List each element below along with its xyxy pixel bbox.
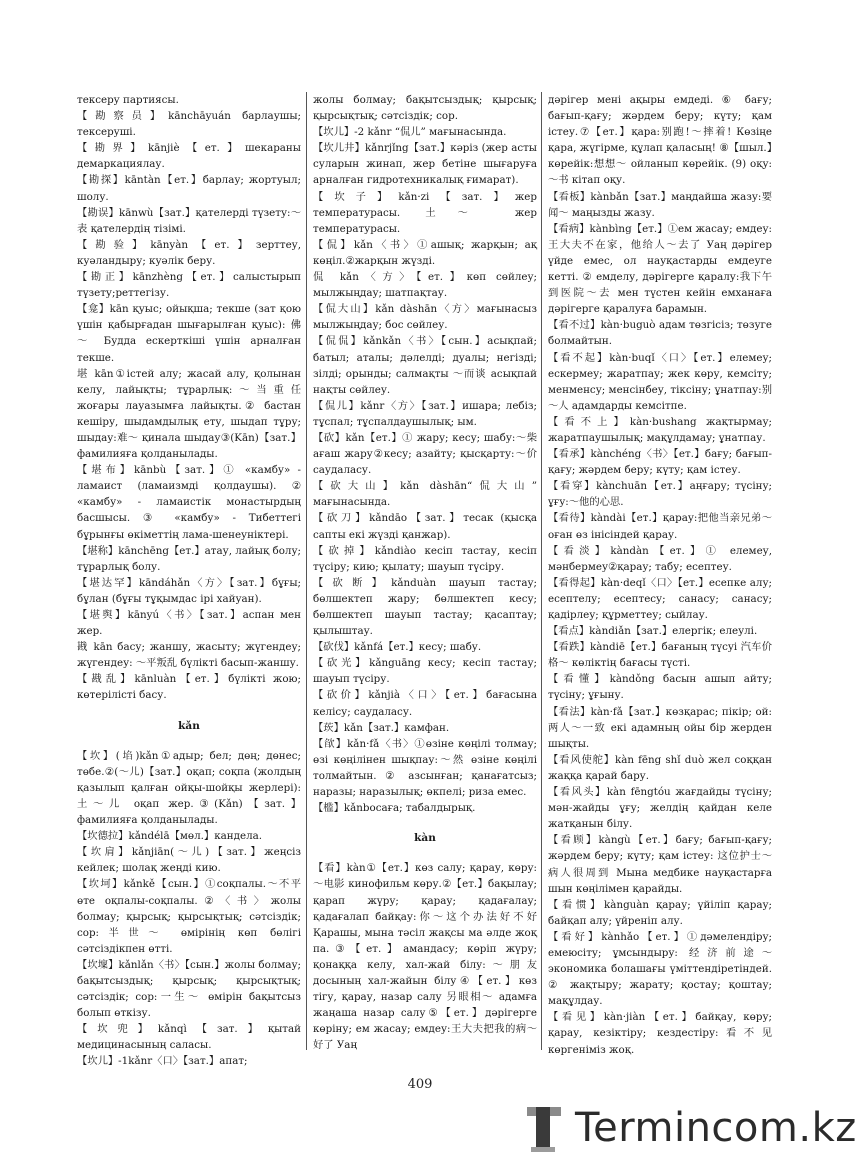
dictionary-entry: 【侃儿】kǎnr〈方〉【зат.】ишара; лебіз; тұспал; тұспалдаушылық; ым. xyxy=(313,399,537,428)
dictionary-entry: 【看见】kàn·jiàn【ет.】байқау, көру; қарау, кезіктіру; кездестіру:看不见 көргеніміз жоқ. xyxy=(548,1011,772,1056)
section-heading: kàn xyxy=(414,832,436,845)
dictionary-entry: 【堪称】kānchēng【ет.】атау, лайық болу; тұрарлық болу. xyxy=(77,544,301,573)
dictionary-entry: 【坎德拉】kǎndélā【мөл.】кандела. xyxy=(77,830,263,843)
termincom-logo[interactable] xyxy=(527,1103,857,1159)
dictionary-entry: 【坎子】kǎn·zi【зат.】жер температурасы. 土～ жер температурасы. xyxy=(313,190,537,235)
dictionary-entry: 【看好】kànhǎo【ет.】①дәмелендіру; емеюсіту; ұмсындыру: 经济前途～ экономика болашағы үміттендіретіндей. ② жақтыру; жарату; қостау; қоштау; мақұлдау. xyxy=(548,930,772,1008)
dictionary-entry: 【槛】kǎnbосаға; табалдырық. xyxy=(313,802,476,815)
dictionary-entry: 【看待】kàndài【ет.】қарау:把他当亲兄弟～ оған өз інісіндей қарау. xyxy=(548,512,772,541)
dictionary-entry: 【看风头】kàn fēngtóu жағдайды түсіну; мән-жайды ұғу; желдің қайдан келе жатқанын білу. xyxy=(548,786,772,831)
dictionary-entry: 【勘察员】kānchāyuán барлаушы; тексеруші. xyxy=(77,110,301,139)
dictionary-entry: 【看顾】kàngù【ет.】бағу; бағып-қағу; жәрдем беру; күту; қам істеу: 这位护士～病人很周到 Мына медбике науқастарға шын көңілімен қарайды. xyxy=(548,834,772,895)
dictionary-entry: 【看惯】kànguàn қарау; үйіліп қарау; байқап алу; үйреніп алу. xyxy=(548,898,772,927)
dictionary-entry: 【坎兜】kǎnqì【зат.】қытай медицинасының саласы. xyxy=(77,1023,301,1052)
dictionary-entry: 【坎】(埳)kǎn①адыр; бел; дөң; дөнес; төбе.②(～儿)【зат.】оқап; соқпа (жолдың қазылып қалған ойқы-шойқы жерлері):土～儿 оқап жер.③(Kǎn)【зат.】фамилияға қолданылады. xyxy=(77,749,301,827)
dictionary-entry: 【看懂】kàndǒng басын ашып айту; түсіну; ұғыну. xyxy=(548,673,772,702)
dictionary-entry: 戡 kān басу; жаншу, жасыту; жүгендеу; жүгендеу: ～平叛乱 бүлікті басып-жаншу. xyxy=(77,641,301,670)
dictionary-entry: 【看得起】kàn·deqǐ〈口〉【ет.】есепке алу; есептелу; есептесу; санасу; санасу; қадірлеу; құрметтеу; сыйлау. xyxy=(548,576,772,621)
column-divider xyxy=(306,92,307,1050)
dictionary-entry: 【勘界】kānjiè【ет.】шекараны демаркациялау. xyxy=(77,142,301,171)
dictionary-entry: 【坎儿】-1kǎnr〈口〉【зат.】апат; xyxy=(77,1055,248,1068)
dictionary-entry: тексеру партиясы. xyxy=(77,94,179,106)
dictionary-entry: 【勘验】kānyàn【ет.】зерттеу, куәландыру; куәлік беру. xyxy=(77,238,301,267)
dictionary-entry: 【勘正】kānzhèng【ет.】салыстырып түзету;реттегізу. xyxy=(77,271,301,300)
logo-text: Termincom.kz xyxy=(575,1105,857,1151)
dictionary-entry: 【看穿】kànchuān【ет.】аңғару; түсіну; ұғу:～他的心思. xyxy=(548,480,772,509)
dictionary-entry: 【砍价】kǎnjià〈口〉【ет.】бағасына келісу; саудаласу. xyxy=(313,689,537,718)
dictionary-entry: 【堪舆】kānyú〈书〉【зат.】аспан мен жер. xyxy=(77,609,301,638)
dictionary-entry: жолы болмау; бақытсыздық; қырсық; қырсықтық; сәтсіздік; сор. xyxy=(313,94,537,123)
dictionary-entry: 【看跌】kàndiē【ет.】бағаның түсуі 汽车价格～ көліктің бағасы түсті. xyxy=(548,641,772,670)
dictionary-entry: 【看不上】kàn·bushang жақтырмау; жаратпаушылық; мақұлдамау; ұнатпау. xyxy=(548,415,772,444)
dictionary-entry: 【勘探】kāntàn【ет.】барлау; жортуыл; шолу. xyxy=(77,174,301,203)
dictionary-entry: 【侃】kǎn〈书〉①ашық; жарқын; ақ көңіл.②жарқын жүзді. xyxy=(313,238,537,267)
dictionary-entry: 【看承】kànchéng〈书〉【ет.】бағу; бағып-қағу; жәрдем беру; күту; қам істеу. xyxy=(548,448,772,477)
dictionary-entry: 【砍掉】kǎndiào кесіп тастау, кесіп түсіру; кию; қылату; шауып түсіру. xyxy=(313,544,537,573)
dictionary-entry: 【龛】kān қуыс; ойықша; текше (зат қою үшін қабырғадан шығарылған қуыс): 佛～ Будда ескерткіші үшін арналған текше. xyxy=(77,303,301,364)
page-number: 409 xyxy=(407,1077,433,1092)
dictionary-entry: 【坎壈】kǎnlǎn〈书〉【сын.】жолы болмау; бақытсыздық; қырсық; қырсықтық; сәтсіздік; сор:一生～ өмірін бақытсыз болып өткізу. xyxy=(77,958,301,1020)
dictionary-entry: 【堪布】kānbù【зат.】① «камбу» - ламаист (ламаизмді қолдаушы). ② «камбу» - ламаистік монастырдың басшысы. ③ «камбу» - Тибеттегі бұрынғы өкіметтің лама-шенеуніктері. xyxy=(77,464,301,541)
dictionary-entry: 【坎坷】kǎnkě【сын.】①соқпалы.～不平 өте оқпалы-соқпалы.②〈书〉жолы болмау; қырсық; қырсықтық; сәтсіздік; сор:半世～ өмірінің көп бөлігі сәтсіздікпен өтті. xyxy=(77,878,301,955)
dictionary-column-1 xyxy=(77,92,301,1082)
dictionary-entry: 【砍】kǎn【ет.】① жару; кесу; шабу:～柴 ағаш жару②кесу; азайту; қысқарту:～价 саудаласу. xyxy=(313,431,537,477)
dictionary-entry: 【看风使舵】kàn fēng shǐ duò жел соққан жаққа қарай бару. xyxy=(548,753,772,782)
column-divider xyxy=(541,92,542,1050)
dictionary-entry: 【砍伐】kǎnfá【ет.】кесу; шабу. xyxy=(313,641,482,654)
dictionary-entry: 【堪达罕】kāndáhǎn〈方〉【зат.】бұғы; бұлан (бұғы тұқымдас ірі хайуан). xyxy=(77,576,301,605)
dictionary-entry: дәрігер мені ақыры емдеді. ⑥ бағу; бағып-қағу; жәрдем беру; күту; қам істеу.⑦【ет.】қара:别跑!～摔着! Көзіңе қара, жүгірме, құлап қаласың! ⑧【шыл.】көрейік:想想～ ойланып көрейік. (9) оқу:～书 кітап оқу. xyxy=(548,94,772,187)
dictionary-entry: 【看病】kànbìng【ет.】①ем жасау; емдеу:王大夫不在家，他给人～去了 Уаң дәрігер үйде емес, ол науқастарды емдеуге кетті. ② емделу, дәрігерге қаралу:我下午到医院～去 мен түстен кейін емханаға дәрігерге қаралуға барамын. xyxy=(548,222,772,316)
dictionary-entry: 【看】kàn①【ет.】көз салу; қарау, көру:～电影 кинофильм көру.②【ет.】бақылау; қарап жүру; қарау; қадағалау; қадағалап байқау:你～这个办法好不好 Қарашы, мына тәсіл жақсы ма әлде жоқ па.③【ет.】амандасу; көріп жүру; қонаққа келу, хал-жай білу:～朋友 досының хал-жайын білу④【ет.】көз тігу, қарау, назар салу 另眼相～ адамға жаңаша назар салу⑤【ет.】дәрігерге көріну; ем жасау; емдеу:王大夫把我的病～好了 Уаң xyxy=(313,862,537,1052)
dictionary-entry: 【砍光】kǎnguāng кесу; кесіп тастау; шауып түсіру. xyxy=(313,657,537,686)
dictionary-entry: 【坎儿井】kǎnrjǐng【зат.】кәріз (жер асты суларын жинап, жер бетіне шығаруға арналған гидротехникалық ғимарат). xyxy=(313,142,537,187)
dictionary-entry: 【看点】kàndiǎn【зат.】елергік; елеулі. xyxy=(548,625,758,638)
dictionary-entry: 【戡乱】kānluàn【ет.】бүлікті жою; көтерілісті басу. xyxy=(77,673,301,702)
dictionary-entry: 侃 kǎn〈方〉【ет.】көп сөйлеу; мылжыңдау; шатпақтау. xyxy=(313,271,537,300)
dictionary-entry: 【砍断】kǎnduàn шауып тастау; бөлшектеп жару; бөлшектеп кесу; бөлшектеп шауып тастау; қасаптау; қылыштау. xyxy=(313,576,537,638)
dictionary-entry: 【看不起】kàn·buqǐ〈口〉【ет.】елемеу; ескермеу; жаратпау; жек көру, кемсіту; менменсу; менсінбеу, тіксіну; ұнатпау:别～人 адамдарды кемсітпе. xyxy=(548,351,772,412)
dictionary-column-3 xyxy=(548,92,772,1082)
dictionary-entry: 【砍刀】kǎndāo【зат.】тесак (қысқа сапты екі жүзді қанжар). xyxy=(313,512,537,541)
dictionary-entry: 【莰】kǎn【зат.】камфан. xyxy=(313,721,450,734)
dictionary-entry: 【看不过】kàn·buguò адам төзгісіз; төзуге болмайтын. xyxy=(548,319,772,348)
dictionary-entry: 【砍大山】kǎn dàshān“侃大山” мағынасында. xyxy=(313,480,537,509)
dictionary-entry: 【看法】kàn·fǎ【зат.】көзқарас; пікір; ой: 两人～一致 екі адамның ойы бір жерден шықты. xyxy=(548,705,772,750)
dictionary-entry: 【看淡】kàndàn【ет.】① елемеу, мәнбермеу②қарау; табу; есептеу. xyxy=(548,544,772,573)
dictionary-entry: 【侃大山】kǎn dàshān〈方〉мағынасыз мылжыңдау; бос сөйлеу. xyxy=(313,303,537,332)
dictionary-entry: 【坎肩】kǎnjiān(～儿)【зат.】жеңсіз кейлек; шолақ жеңді кию. xyxy=(77,846,301,875)
dictionary-entry: 堪 kān①істей алу; жасай алу, қолынан келу, лайықты; тұрарлық:～当重任 жоғары лауазымға лайықты.② бастан кешіру, шыдамдылық ету, шыдап тұру; шыдау:难～ қинала шыдау③(Kān)【зат.】фамилияға қолданылады. xyxy=(77,367,301,461)
dictionary-entry: 【欿】kǎn·fǎ〈书〉①өзіне көңілі толмау; өзі көңілінен шықпау:～然 өзіне көңілі толмайтын. ② азсынған; қанағатсыз; наразы; наразылық; өкпелі; риза емес. xyxy=(313,737,537,799)
dictionary-entry: 【坎儿】-2 kǎnr “侃儿” мағынасында. xyxy=(313,126,507,139)
dictionary-entry: 【侃侃】kǎnkǎn〈书〉【сын.】асықпай; батыл; аталы; дәлелді; дуалы; негізді; зілді; орынды; салмақты ～而谈 асықпай нақты сөйлеу. xyxy=(313,335,537,396)
dictionary-entry: 【看板】kànbǎn【зат.】маңдайша жазу:要闻～ маңызды жазу. xyxy=(548,190,772,219)
dictionary-entry: 【勘误】kānwù【зат.】қателерді түзету:～表 қателердің тізімі. xyxy=(77,206,301,235)
dictionary-column-2 xyxy=(313,92,537,1082)
section-heading: kǎn xyxy=(178,719,200,732)
